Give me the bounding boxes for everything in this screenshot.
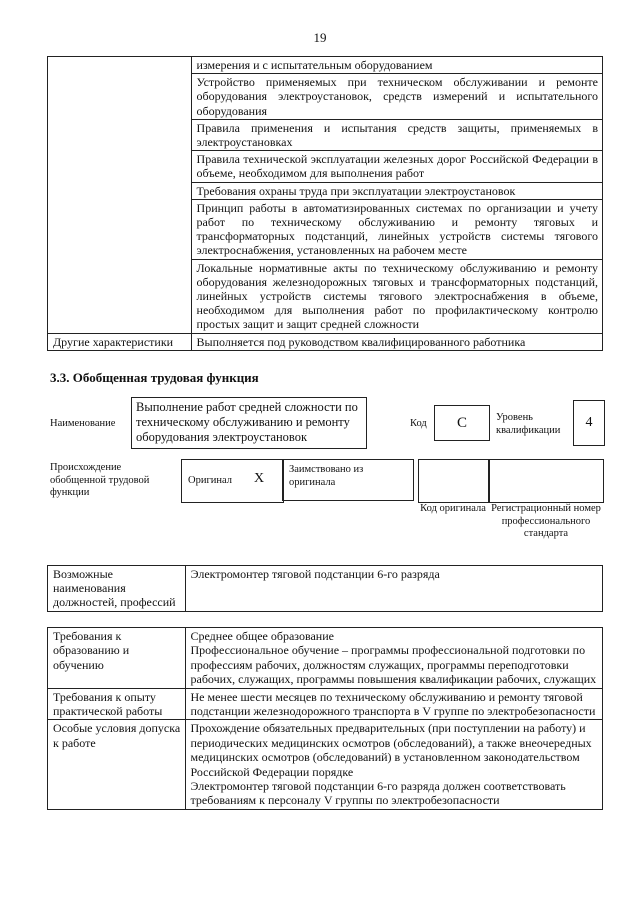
knowledge-cell: Принцип работы в автоматизированных системах по организации и учету работ по техническому обслуживанию и ремонту тяговых и трансформаторных подстанций, линейных устройств системы тягового электроснабжения, установленных на рабочем месте [191,199,602,259]
original-code-box [418,459,490,503]
knowledge-cell: Требования охраны труда при эксплуатации электроустановок [191,182,602,199]
special-conditions-value [185,720,603,809]
borrowed-box: Заимствовано из оригинала [282,459,414,501]
registration-number-box [488,459,604,503]
name-label: Наименование [50,418,116,429]
table-row [48,57,603,74]
positions-value: Электромонтер тяговой подстанции 6-го разряда [185,566,602,612]
table-row [48,688,603,720]
special-conditions-line: Прохождение обязательных предварительных (при поступлении на работу) и периодических медицинских осмотров (обследований), а также внеочередных медицинских осмотров (обследований) в установленном законодательством Российской Федерации порядке [190,721,592,779]
table-row [48,333,603,350]
experience-value [185,688,603,720]
requirements-table [47,627,603,810]
section-heading: 3.3. Обобщенная трудовая функция [50,370,259,385]
original-label: Оригинал [188,475,232,486]
positions-label: Возможные наименования должностей, профессий [48,566,186,612]
knowledge-cell: Правила применения и испытания средств защиты, применяемых в электроустановках [191,119,602,150]
special-conditions-line: Электромонтер тяговой подстанции 6-го разряда должен соответствовать требованиям к персоналу V группы по электробезопасности [190,779,566,808]
knowledge-cell: Правила технической эксплуатации железных дорог Российской Федерации в объеме, необходимом для выполнения работ [191,151,602,182]
page-number: 19 [313,30,327,45]
table-row [48,720,603,809]
row-label-cell [48,57,192,334]
special-conditions-label: Особые условия допуска к работе [48,720,186,809]
function-name-box: Выполнение работ средней сложности по техническому обслуживанию и ремонту оборудования электроустановок [131,397,367,449]
table-row [48,628,603,689]
knowledge-cell: измерения и с испытательным оборудованием [191,57,602,74]
code-value-box: С [434,405,490,441]
knowledge-cell: Локальные нормативные акты по техническому обслуживанию и ремонту оборудования железнодорожных тяговых и трансформаторных подстанций, линейных устройств системы тягового электроснабжения в объеме, необходимом для выполнения работ по профилактическому контролю простых защит и защит средней сложности [191,259,602,333]
knowledge-table [47,56,603,351]
other-characteristics-value: Выполняется под руководством квалифицированного работника [191,333,602,350]
experience-line: Не менее шести месяцев по техническому обслуживанию и ремонту тяговой подстанции железнодорожного транспорта в V группе по электробезопасности [190,689,596,719]
original-code-caption: Код оригинала [420,503,486,514]
code-label: Код [410,418,427,429]
education-value [185,628,603,689]
level-label: Уровень квалификации [496,412,561,436]
other-characteristics-label: Другие характеристики [48,333,192,350]
level-value-box: 4 [573,400,605,446]
education-label: Требования к образованию и обучению [48,628,186,689]
experience-label: Требования к опыту практической работы [48,688,186,720]
education-line: Среднее общее образование [190,629,334,643]
education-line: Профессиональное обучение – программы профессиональной подготовки по профессиям рабочих, должностям служащих, программы переподготовки рабочих, служащих, программы повышения квалификации рабочих, служащих [190,643,597,687]
positions-table [47,565,603,612]
origin-label: Происхождение обобщенной трудовой функции [50,462,150,498]
knowledge-cell: Устройство применяемых при техническом обслуживании и ремонте оборудования электроустановок, средств измерений и испытательного оборудования [191,74,602,120]
original-box [181,459,284,503]
registration-number-caption: Регистрационный номер профессионального стандарта [491,503,601,539]
table-row [48,566,603,612]
original-mark: Х [254,471,265,486]
